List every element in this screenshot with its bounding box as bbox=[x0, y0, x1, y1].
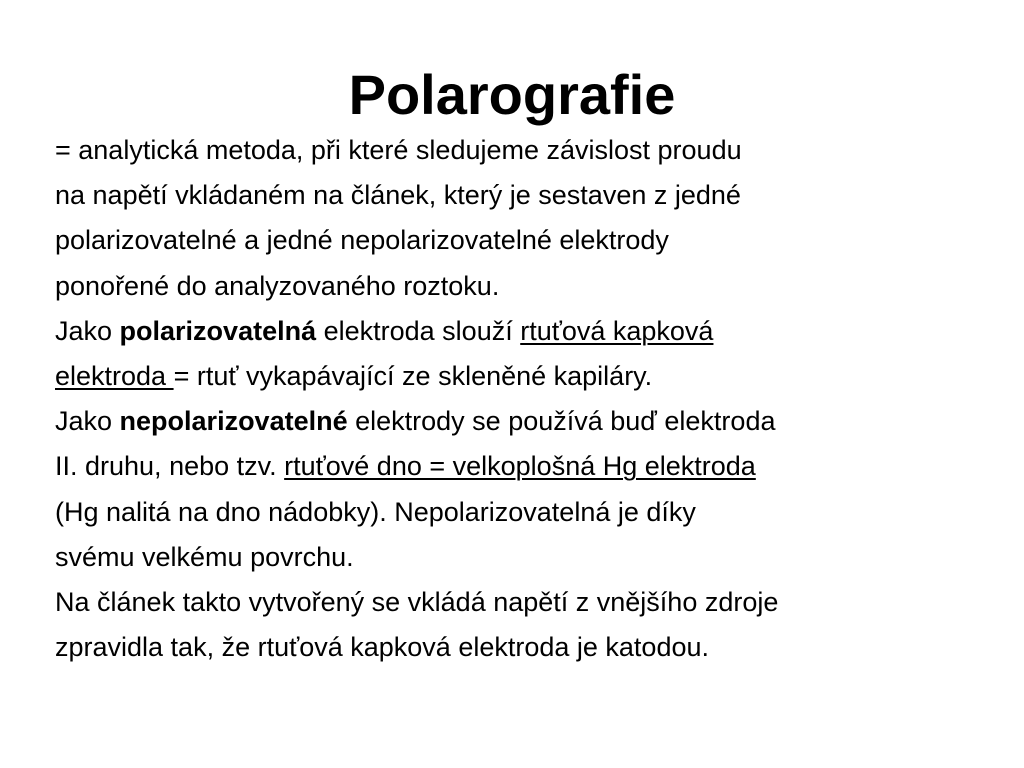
text-line bbox=[55, 625, 1005, 670]
underlined-term: elektroda bbox=[55, 360, 174, 391]
text-segment: II. druhu, nebo tzv. bbox=[55, 451, 285, 482]
text-line bbox=[55, 173, 1005, 218]
text-line bbox=[55, 264, 1005, 309]
bold-term: nepolarizovatelné bbox=[119, 406, 348, 437]
slide-title: Polarografie bbox=[348, 63, 676, 126]
text-segment: polarizovatelné a jedné nepolarizovatelné elektrody bbox=[55, 225, 669, 256]
text-segment: Na článek takto vytvořený se vkládá napětí z vnějšího zdroje bbox=[55, 586, 779, 617]
text-segment: elektroda slouží bbox=[316, 315, 521, 346]
text-segment: svému velkému povrchu. bbox=[55, 541, 354, 572]
underlined-term: rtuťová kapková bbox=[520, 315, 714, 346]
text-line bbox=[55, 309, 1005, 354]
text-line bbox=[55, 580, 1005, 625]
bold-term: polarizovatelná bbox=[119, 315, 317, 346]
text-segment: (Hg nalitá na dno nádobky). Nepolarizovatelná je díky bbox=[55, 496, 696, 527]
text-line bbox=[55, 218, 1005, 263]
slide-body-text bbox=[55, 128, 1005, 670]
text-line bbox=[55, 535, 1005, 580]
text-line bbox=[55, 399, 1005, 444]
underlined-term: rtuťové dno = velkoplošná Hg elektroda bbox=[284, 451, 756, 482]
text-segment: na napětí vkládaném na článek, který je sestaven z jedné bbox=[55, 180, 741, 211]
text-line bbox=[55, 354, 1005, 399]
text-segment: Jako bbox=[55, 315, 120, 346]
text-segment: = rtuť vykapávající ze skleněné kapiláry. bbox=[173, 360, 653, 391]
text-segment: zpravidla tak, že rtuťová kapková elektroda je katodou. bbox=[55, 632, 709, 663]
text-segment: Jako bbox=[55, 406, 120, 437]
text-segment: elektrody se používá buď elektroda bbox=[347, 406, 776, 437]
text-line bbox=[55, 128, 1005, 173]
text-segment: ponořené do analyzovaného roztoku. bbox=[55, 270, 500, 301]
text-line bbox=[55, 444, 1005, 489]
text-segment: = analytická metoda, při které sledujeme závislost proudu bbox=[55, 135, 742, 165]
text-line bbox=[55, 490, 1005, 535]
